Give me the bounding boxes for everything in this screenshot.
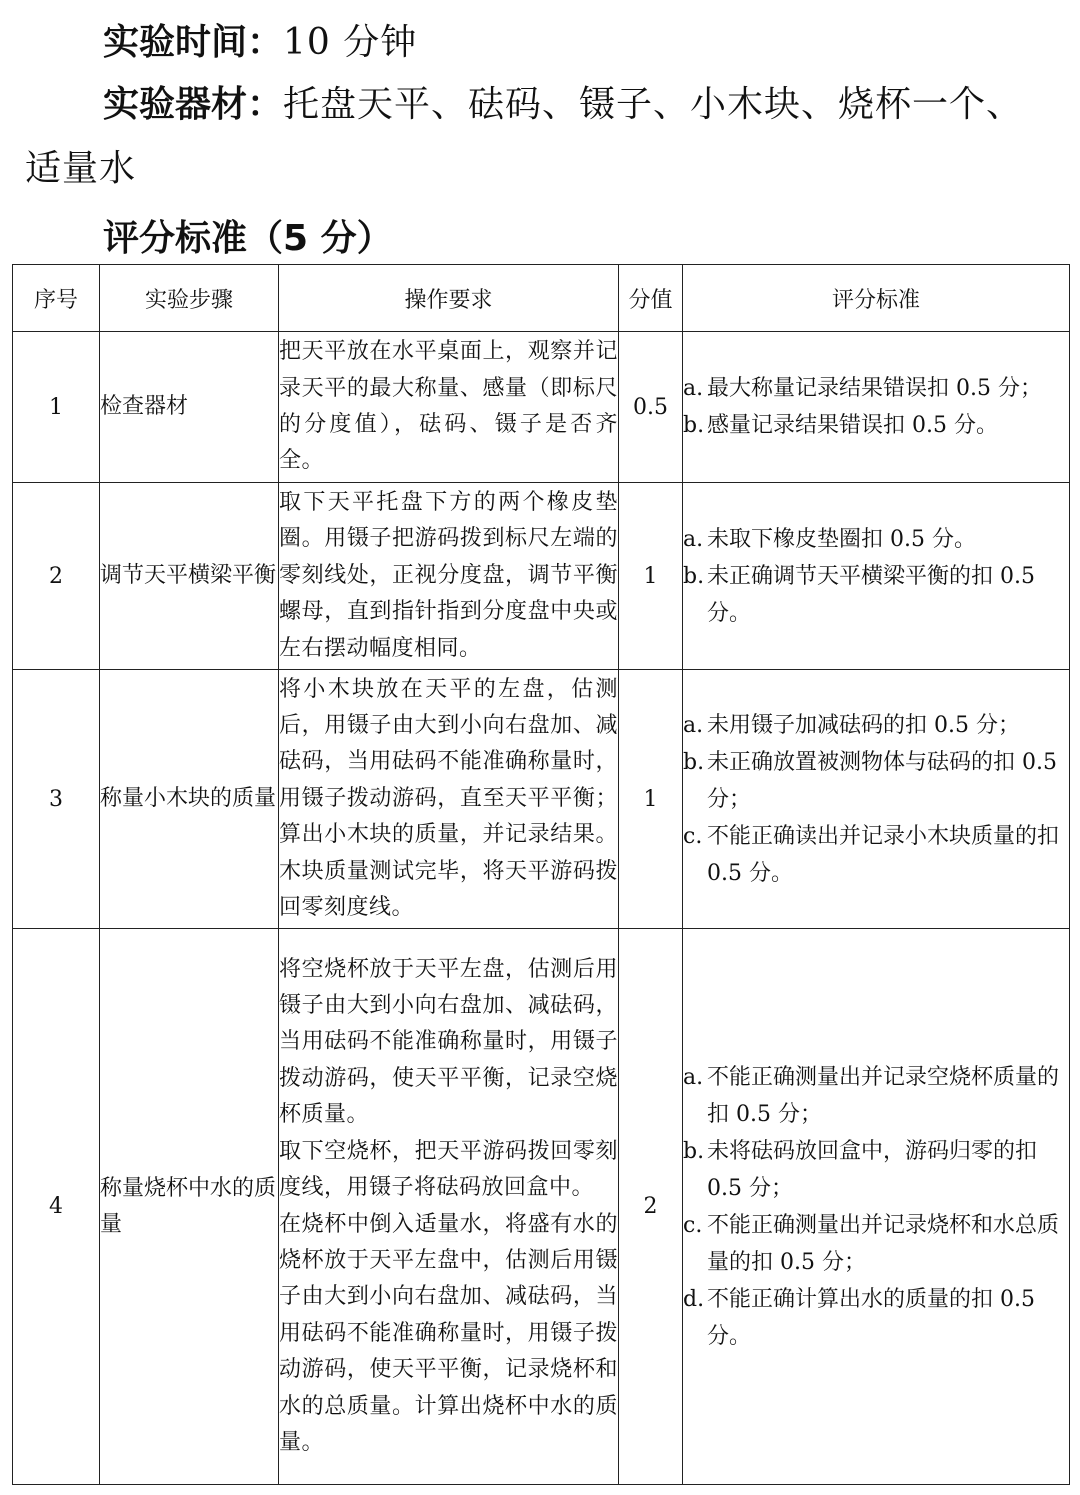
row-points: 2 <box>619 929 683 1485</box>
table-row <box>13 929 1070 1485</box>
criteria-text: 感量记录结果错误扣 0.5 分。 <box>707 413 998 438</box>
row-step: 调节天平横梁平衡 <box>100 483 279 670</box>
operation-paragraph: 将空烧杯放于天平左盘，估测后用镊子由大到小向右盘加、减砝码，当用砝码不能准确称量时，用镊子拨动游码，使天平平衡，记录空烧杯质量。 <box>279 956 618 1128</box>
table-header-row <box>13 265 1070 332</box>
time-value: 10 分钟 <box>283 22 418 63</box>
materials-label: 实验器材： <box>103 84 284 125</box>
criteria-text: 未将砝码放回盒中，游码归零的扣 0.5 分； <box>707 1138 1038 1201</box>
column-header-index: 序号 <box>13 265 100 332</box>
criteria-mark: b. <box>683 749 705 775</box>
criteria-text: 不能正确读出并记录小木块质量的扣 0.5 分。 <box>707 823 1060 886</box>
row-points: 1 <box>619 670 683 929</box>
criteria-mark: a. <box>683 526 704 552</box>
criteria-item <box>683 407 1069 444</box>
row-operation <box>279 929 619 1485</box>
row-criteria <box>683 483 1070 670</box>
criteria-item <box>683 1133 1069 1207</box>
criteria-text: 不能正确计算出水的质量的扣 0.5 分。 <box>707 1286 1035 1349</box>
criteria-text: 未用镊子加减砝码的扣 0.5 分； <box>707 712 1020 738</box>
criteria-mark: b. <box>683 563 705 589</box>
row-operation <box>279 670 619 929</box>
criteria-text: 未取下橡皮垫圈扣 0.5 分。 <box>707 526 976 552</box>
row-points: 1 <box>619 483 683 670</box>
operation-paragraph: 将小木块放在天平的左盘，估测后，用镊子由大到小向右盘加、减砝码，当用砝码不能准确称量时，用镊子拨动游码，直至天平平衡；算出小木块的质量，并记录结果。木块质量测试完毕，将天平游码拨回零刻度线。 <box>279 676 618 921</box>
criteria-item <box>683 521 1069 558</box>
criteria-text: 最大称量记录结果错误扣 0.5 分； <box>707 376 1042 401</box>
criteria-item <box>683 558 1069 632</box>
time-label: 实验时间： <box>103 22 284 63</box>
criteria-mark: d. <box>683 1286 705 1312</box>
criteria-text: 未正确调节天平横梁平衡的扣 0.5 分。 <box>707 563 1035 626</box>
operation-paragraph: 在烧杯中倒入适量水，将盛有水的烧杯放于天平左盘中，估测后用镊子由大到小向右盘加、减砝码，当用砝码不能准确称量时，用镊子拨动游码，使天平平衡，记录烧杯和水的总质量。计算出烧杯中水的质量。 <box>279 1211 618 1455</box>
materials-value-continued: 适量水 <box>25 148 137 189</box>
table-row <box>13 483 1070 670</box>
criteria-item <box>683 1281 1069 1355</box>
row-index: 3 <box>13 670 100 929</box>
criteria-item <box>683 1207 1069 1281</box>
column-header-step: 实验步骤 <box>100 265 279 332</box>
row-operation <box>279 332 619 483</box>
criteria-item <box>683 370 1069 407</box>
materials-value: 托盘天平、砝码、镊子、小木块、烧杯一个、 <box>283 84 1024 125</box>
operation-paragraph: 取下空烧杯，把天平游码拨回零刻度线，用镊子将砝码放回盒中。 <box>279 1138 618 1201</box>
scoring-table <box>12 264 1070 1485</box>
criteria-mark: a. <box>683 376 704 401</box>
table-row <box>13 670 1070 929</box>
criteria-text: 未正确放置被测物体与砝码的扣 0.5 分； <box>707 749 1057 812</box>
row-index: 2 <box>13 483 100 670</box>
criteria-item <box>683 744 1069 818</box>
row-criteria <box>683 332 1070 483</box>
column-header-criteria: 评分标准 <box>683 265 1070 332</box>
row-points: 0.5 <box>619 332 683 483</box>
operation-paragraph: 取下天平托盘下方的两个橡皮垫圈。用镊子把游码拨到标尺左端的零刻线处，正视分度盘，调节平衡螺母，直到指针指到分度盘中央或左右摆动幅度相同。 <box>279 489 618 661</box>
criteria-text: 不能正确测量出并记录烧杯和水总质量的扣 0.5 分； <box>707 1212 1060 1275</box>
materials-line <box>103 76 1023 127</box>
criteria-item <box>683 707 1069 744</box>
row-step: 检查器材 <box>100 332 279 483</box>
row-index: 1 <box>13 332 100 483</box>
operation-paragraph: 把天平放在水平桌面上，观察并记录天平的最大称量、感量（即标尺的分度值），砝码、镊子是否齐全。 <box>279 339 618 474</box>
scoring-title: 评分标准（5 分） <box>103 218 393 259</box>
row-index: 4 <box>13 929 100 1485</box>
criteria-text: 不能正确测量出并记录空烧杯质量的扣 0.5 分； <box>707 1064 1060 1127</box>
criteria-mark: b. <box>683 413 705 438</box>
criteria-mark: b. <box>683 1138 705 1164</box>
criteria-mark: c. <box>683 823 703 849</box>
column-header-operation: 操作要求 <box>279 265 619 332</box>
criteria-item <box>683 1059 1069 1133</box>
row-operation <box>279 483 619 670</box>
criteria-mark: c. <box>683 1212 703 1238</box>
row-step: 称量烧杯中水的质量 <box>100 929 279 1485</box>
row-criteria <box>683 670 1070 929</box>
time-line <box>103 14 417 65</box>
table-row <box>13 332 1070 483</box>
criteria-item <box>683 818 1069 892</box>
column-header-points: 分值 <box>619 265 683 332</box>
row-step: 称量小木块的质量 <box>100 670 279 929</box>
criteria-mark: a. <box>683 1064 704 1090</box>
criteria-mark: a. <box>683 712 704 738</box>
row-criteria <box>683 929 1070 1485</box>
